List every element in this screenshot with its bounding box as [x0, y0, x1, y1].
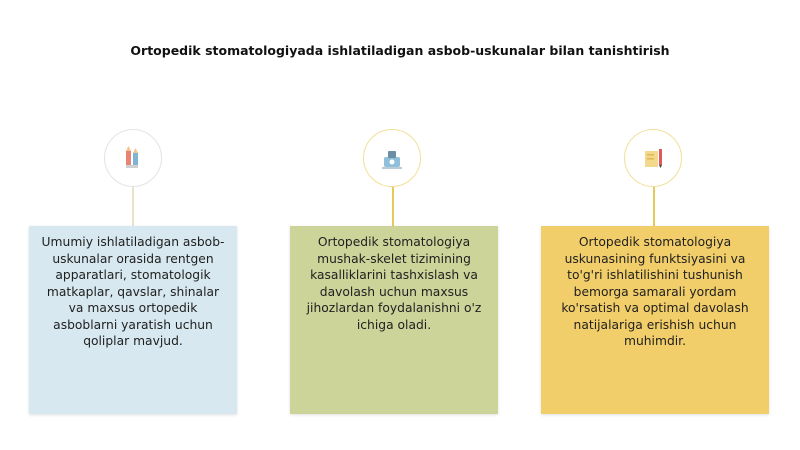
card-1	[29, 226, 237, 414]
icon-circle-1	[104, 129, 162, 187]
card-1-text: Umumiy ishlatiladigan asbob-uskunalar orasida rentgen apparatlari, stomatologik matkaplar, qavslar, shinalar va maxsus ortopedik asboblarni yaratish uchun qoliplar mavjud.	[41, 235, 225, 348]
document-pen-icon	[638, 143, 668, 173]
pencils-icon	[118, 143, 148, 173]
card-3	[541, 226, 769, 414]
icon-circle-2	[363, 129, 421, 187]
connector-1	[132, 187, 134, 227]
card-2-text: Ortopedik stomatologiya mushak-skelet tizimining kasalliklarini tashxislash va davolash uchun maxsus jihozlardan foydalanishni o'z ichiga oladi.	[306, 235, 482, 332]
connector-3	[653, 187, 655, 227]
connector-2	[392, 187, 394, 227]
icon-circle-3	[624, 129, 682, 187]
dental-device-icon	[377, 143, 407, 173]
card-3-text: Ortopedik stomatologiya uskunasining funktsiyasini va to'g'ri ishlatilishini tushunish bemorga samarali yordam ko'rsatish va optimal davolash natijalariga erishish uchun muhimdir.	[561, 235, 749, 348]
card-2	[290, 226, 498, 414]
page-title: Ortopedik stomatologiyada ishlatiladigan asbob-uskunalar bilan tanishtirish	[130, 43, 670, 58]
